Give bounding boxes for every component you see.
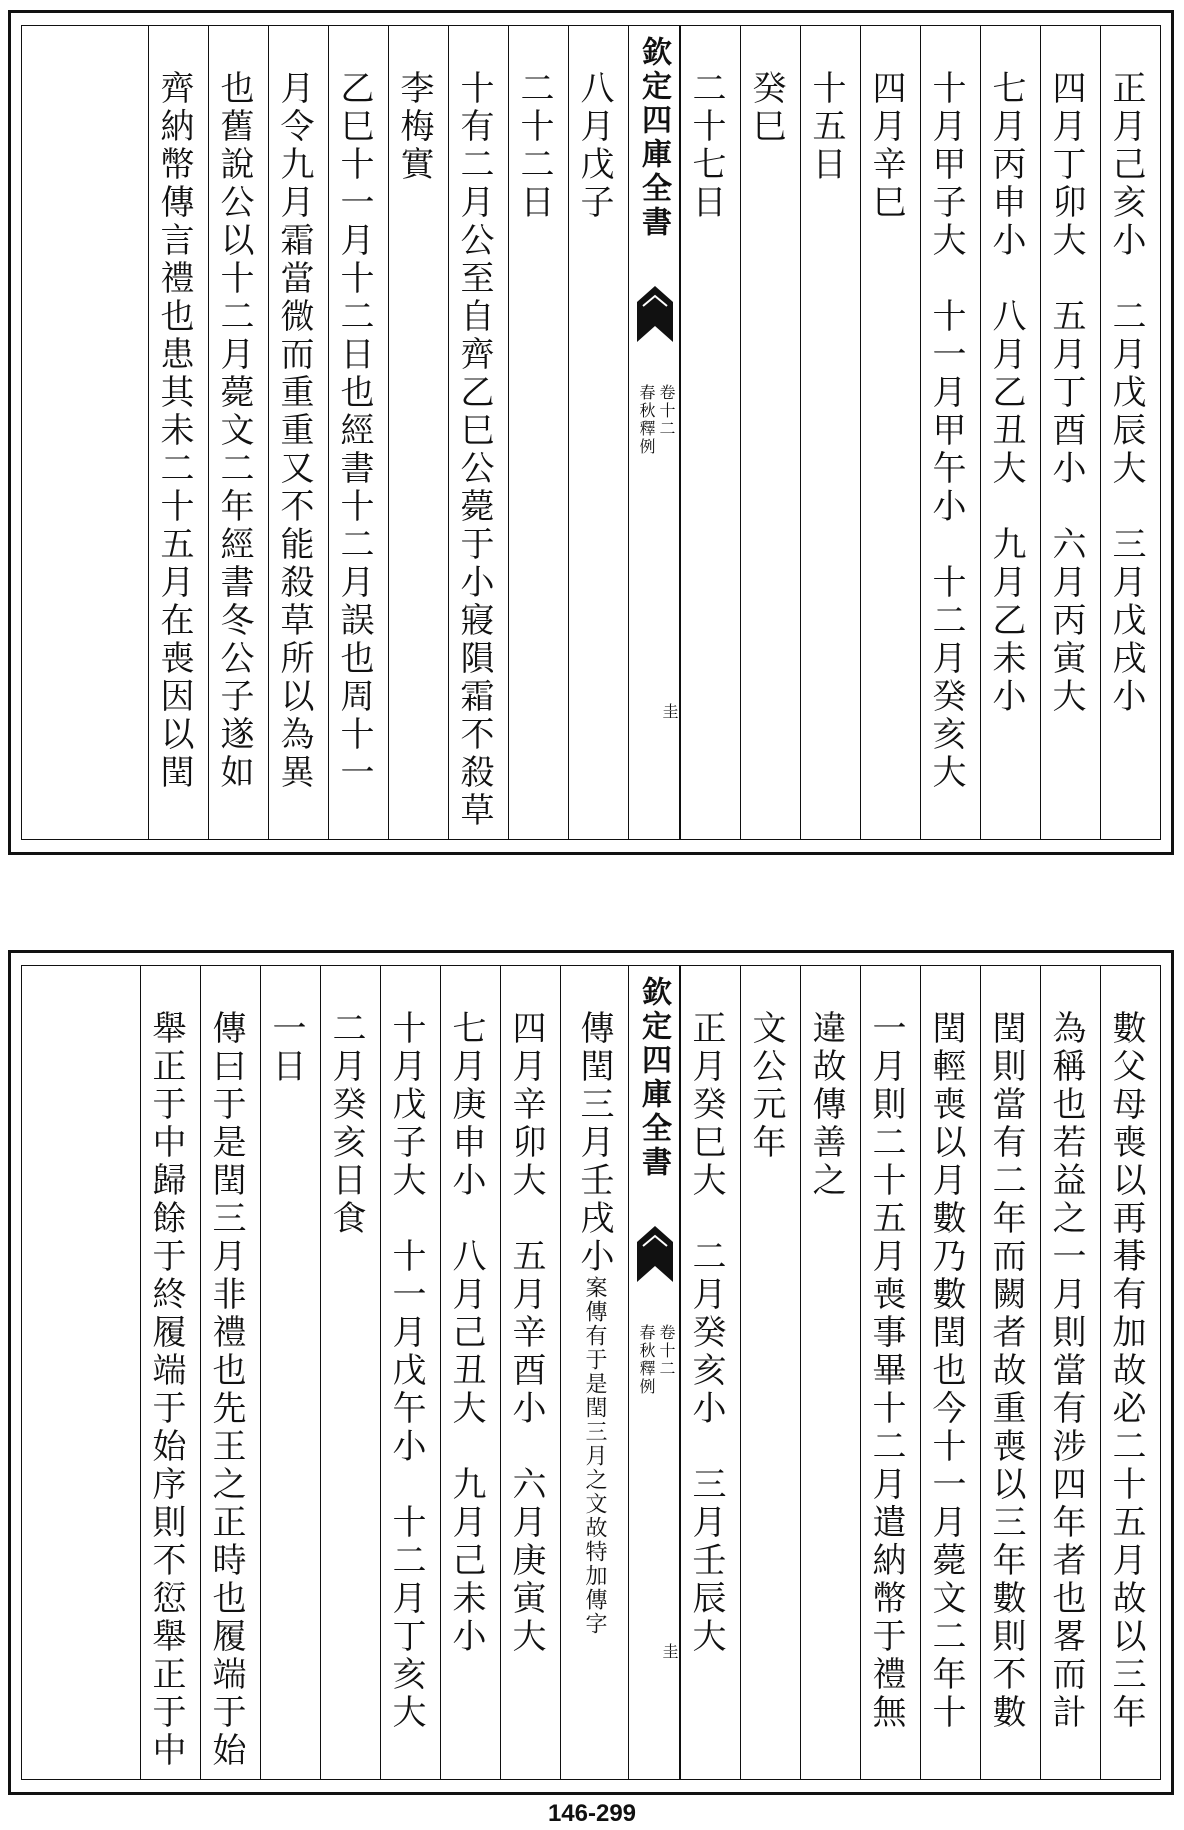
text-column: 癸巳 bbox=[740, 26, 800, 839]
folio-number: 圭 bbox=[660, 703, 679, 719]
text-column: 十五日 bbox=[800, 26, 860, 839]
center-fold bbox=[628, 966, 680, 1779]
text-column: 為稱也若益之一月則當有涉四年者也畧而計 bbox=[1040, 966, 1100, 1779]
page-number: 146-299 bbox=[547, 1800, 637, 1827]
annotation-note: 案傳有于是閏三月之文故特加傳字 bbox=[582, 1276, 607, 1636]
text-column: 違故傳善之 bbox=[800, 966, 860, 1779]
fishtail-mark-icon bbox=[635, 284, 675, 344]
top-page bbox=[8, 10, 1174, 855]
text-column: 八月戊子 bbox=[568, 26, 628, 839]
text-column: 一月則二十五月喪事畢十二月遣納幣于禮無 bbox=[860, 966, 920, 1779]
top-page-columns bbox=[21, 25, 1161, 840]
text-column: 齊納幣傳言禮也患其未二十五月在喪因以閏 bbox=[148, 26, 208, 839]
volume-label: 卷十二 bbox=[657, 384, 676, 438]
text-run: 傳閏三月壬戌小 bbox=[574, 1010, 614, 1276]
text-column: 十有二月公至自齊乙巳公薨于小寢隕霜不殺草 bbox=[448, 26, 508, 839]
text-column: 正月癸巳大 二月癸亥小 三月壬辰大 bbox=[680, 966, 740, 1779]
text-column: 四月辛卯大 五月辛酉小 六月庚寅大 bbox=[500, 966, 560, 1779]
text-column: 二十二日 bbox=[508, 26, 568, 839]
text-column: 數父母喪以再朞有加故必二十五月故以三年 bbox=[1100, 966, 1160, 1779]
text-column: 舉正于中歸餘于終履端于始序則不愆舉正于中 bbox=[140, 966, 200, 1779]
text-column: 也舊說公以十二月薨文二年經書冬公子遂如 bbox=[208, 26, 268, 839]
text-column-with-note bbox=[560, 966, 628, 1779]
text-column: 七月丙申小 八月乙丑大 九月乙未小 bbox=[980, 26, 1040, 839]
text-column: 乙巳十一月十二日也經書十二月誤也周十一 bbox=[328, 26, 388, 839]
text-column: 十月戊子大 十一月戊午小 十二月丁亥大 bbox=[380, 966, 440, 1779]
text-column: 正月己亥小 二月戊辰大 三月戊戌小 bbox=[1100, 26, 1160, 839]
book-title: 欽定四庫全書 bbox=[636, 976, 671, 1180]
text-column: 二十七日 bbox=[680, 26, 740, 839]
volume-label: 卷十二 bbox=[657, 1324, 676, 1378]
text-column: 閏則當有二年而闕者故重喪以三年數則不數 bbox=[980, 966, 1040, 1779]
text-column: 十月甲子大 十一月甲午小 十二月癸亥大 bbox=[920, 26, 980, 839]
text-column: 傳曰于是閏三月非禮也先王之正時也履端于始 bbox=[200, 966, 260, 1779]
text-column: 李梅實 bbox=[388, 26, 448, 839]
text-column: 四月丁卯大 五月丁酉小 六月丙寅大 bbox=[1040, 26, 1100, 839]
book-title: 欽定四庫全書 bbox=[636, 36, 671, 240]
book-subtitle: 春秋釋例 bbox=[637, 384, 656, 456]
text-column: 一日 bbox=[260, 966, 320, 1779]
folio-number: 圭 bbox=[660, 1643, 679, 1659]
fishtail-mark-icon bbox=[635, 1224, 675, 1284]
text-column: 二月癸亥日食 bbox=[320, 966, 380, 1779]
text-column: 文公元年 bbox=[740, 966, 800, 1779]
text-column: 閏輕喪以月數乃數閏也今十一月薨文二年十 bbox=[920, 966, 980, 1779]
text-column: 月令九月霜當微而重重又不能殺草所以為異 bbox=[268, 26, 328, 839]
text-column: 四月辛巳 bbox=[860, 26, 920, 839]
bottom-page bbox=[8, 950, 1174, 1795]
center-fold bbox=[628, 26, 680, 839]
text-column: 七月庚申小 八月己丑大 九月己未小 bbox=[440, 966, 500, 1779]
bottom-page-columns bbox=[21, 965, 1161, 1780]
book-subtitle: 春秋釋例 bbox=[637, 1324, 656, 1396]
